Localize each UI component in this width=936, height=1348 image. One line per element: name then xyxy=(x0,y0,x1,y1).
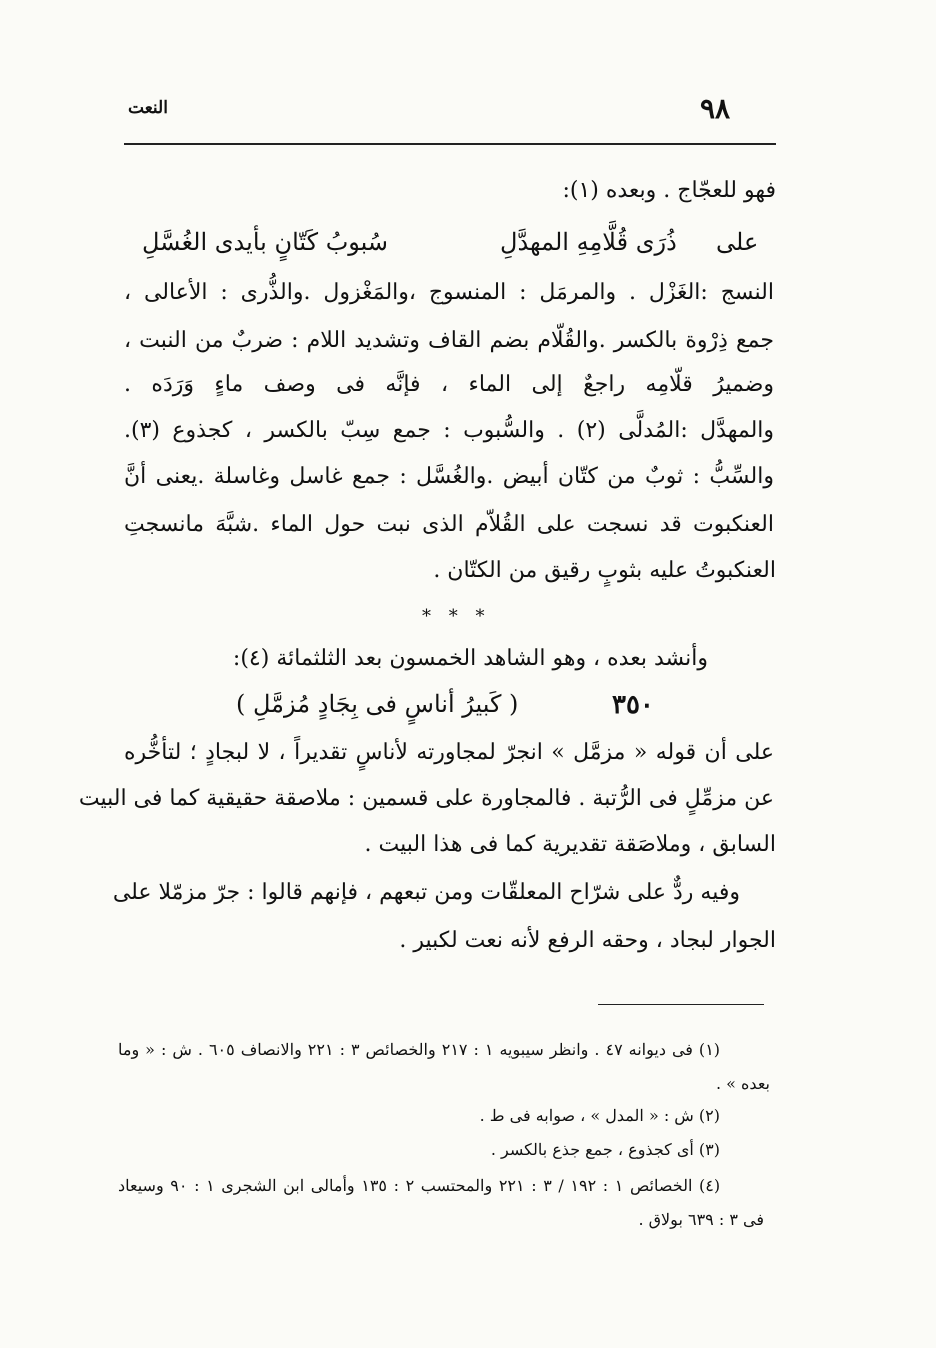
body-line-3: وضميرُ قلّامِه راجعٌ إلى الماء ، فإنَّه فى وصف ماءٍ وَرَدَه . xyxy=(124,372,774,397)
section-separator: * * * xyxy=(422,606,491,627)
footnote-4-line-2: فى ٣ : ٦٣٩ بولاق . xyxy=(638,1210,764,1229)
body-line-4: والمهدَّل :المُدلَّى (٢) . والسُّبوب : جمع سِبّ بالكسر ، كجذوع (٣). xyxy=(124,418,775,443)
page-number: ٩٨ xyxy=(700,92,731,125)
body-line-5: والسِّبُّ : ثوبٌ من كتّان أبيض .والغُسَّل : جمع غاسل وغاسلة .يعنى أنَّ xyxy=(124,464,774,489)
footnote-rule xyxy=(598,1004,764,1005)
footnote-2: (٢) ش : « المدل » ، صوابه فى ط . xyxy=(479,1106,720,1125)
body-line-7: العنكبوتُ عليه بثوبٍ رقيق من الكتّان . xyxy=(433,558,776,583)
recital-line: وأنشد بعده ، وهو الشاهد الخمسون بعد الثلثمائة (٤): xyxy=(232,646,708,671)
header-rule xyxy=(124,143,776,145)
footnote-3: (٣) أى كجذوع ، جمع جذع بالكسر . xyxy=(490,1140,720,1159)
para2-line-2: عن مزمِّلٍ فى الرُّتبة . فالمجاورة على قسمين : ملاصقة حقيقية كما فى البيت xyxy=(78,786,774,811)
para3-line-1: وفيه ردٌّ على شرّاح المعلقّات ومن تبعهم ، فإنهم قالوا : جرّ مزمّلا على xyxy=(112,880,740,905)
verse-second-hemistich: سُبوبُ كَتّانٍ بأيدى الغُسَّلِ xyxy=(142,228,389,256)
witness-verse: ( كَبيرُ أناسٍ فى بِجَادٍ مُزمَّلِ ) xyxy=(236,690,519,718)
chapter-title: النعت xyxy=(128,98,168,118)
footnote-4-line-1: (٤) الخصائص ١ : ١٩٢ / ٣ : ٢٢١ والمحتسب ٢ : ١٣٥ وأمالى ابن الشجرى ١ : ٩٠ وسيعاد xyxy=(118,1176,721,1195)
para2-line-3: السابق ، وملاصَقة تقديرية كما فى هذا البيت . xyxy=(364,832,776,857)
verse-first-hemistich: ذُرَى قُلَّامِهِ المهدَّلِ xyxy=(500,228,677,256)
verse-word-ala: على xyxy=(716,228,759,256)
para3-line-2: الجوار لبجاد ، وحقه الرفع لأنه نعت لكبير . xyxy=(399,928,776,953)
footnote-1-line-2: بعده » . xyxy=(716,1074,770,1093)
body-line-6: العنكبوت قد نسجت على القُلاّم الذى نبت حول الماء .شبَّهَ مانسجتِ xyxy=(124,512,774,537)
para2-line-1: على أن قوله « مزمَّل » انجرّ لمجاورته لأناسٍ تقديراً ، لا لبجادٍ ؛ لتأخُّره xyxy=(124,740,774,765)
footnote-1-line-1: (١) فى ديوانه ٤٧ . وانظر سيبويه ١ : ٢١٧ والخصائص ٣ : ٢٢١ والانصاف ٦٠٥ . ش : « وما xyxy=(118,1040,721,1059)
intro-line: فهو للعجّاج . وبعده (١): xyxy=(562,178,776,203)
witness-number: ٣٥٠ xyxy=(612,690,654,720)
body-line-1: النسج :الغَزْل . والمرمَل : المنسوج ،والمَغْزول .والذُّرى : الأعالى ، xyxy=(124,280,774,305)
body-line-2: جمع ذِرْوة بالكسر .والقُلّام بضم القاف وتشديد اللام : ضربٌ من النبت ، xyxy=(124,328,774,353)
